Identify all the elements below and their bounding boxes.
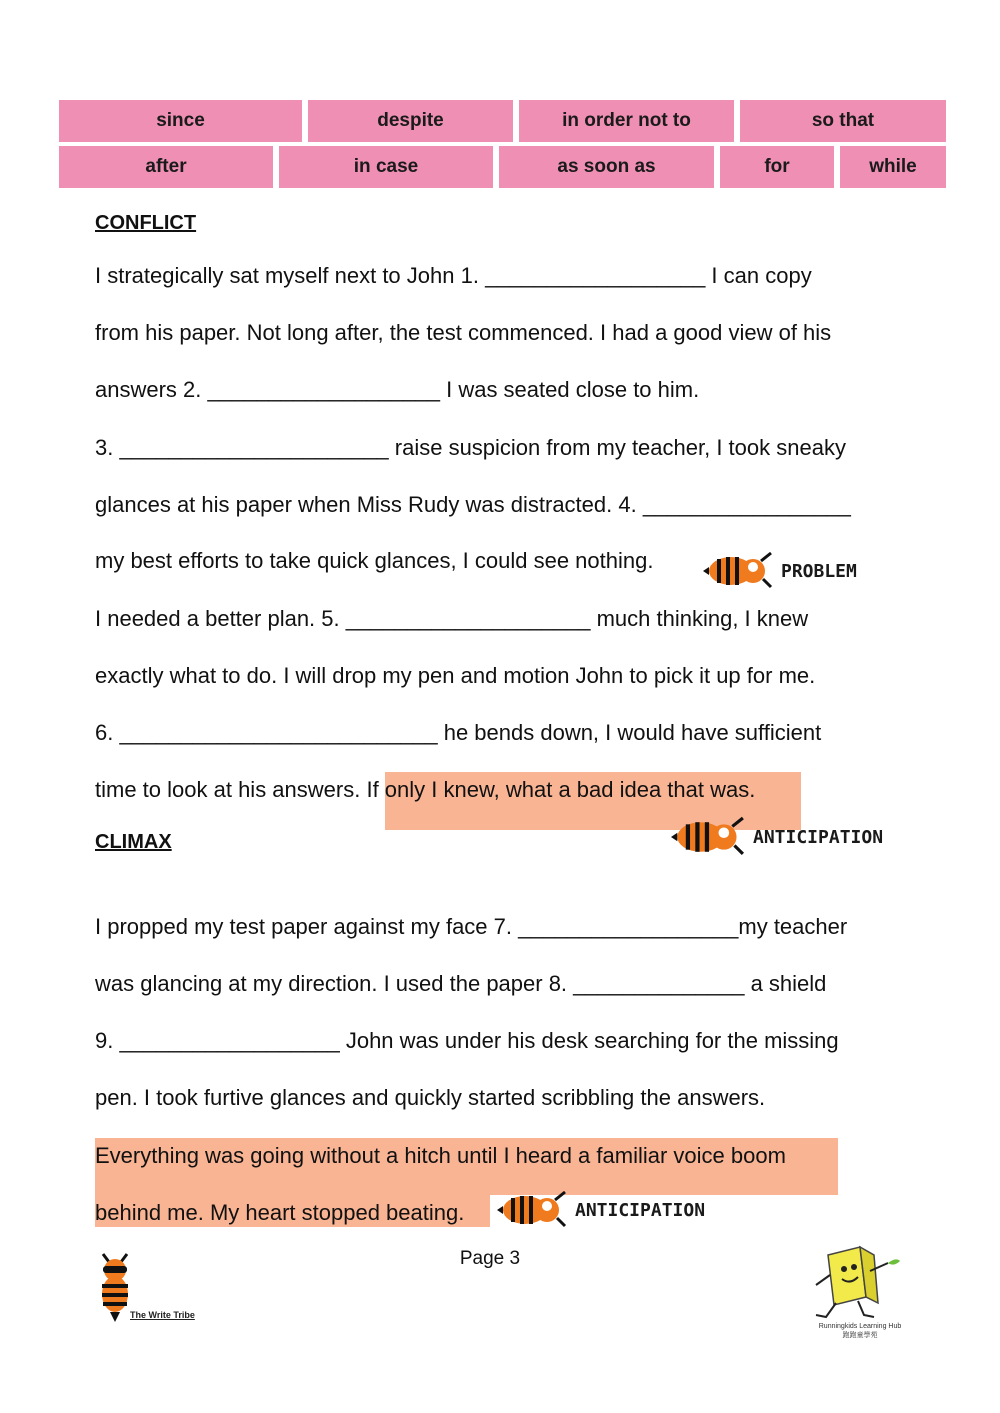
line-text: a shield xyxy=(744,971,827,996)
learning-hub-logo xyxy=(808,1245,904,1328)
answer-blank-7[interactable]: __________________ xyxy=(518,914,739,939)
line-text: answers 2. xyxy=(95,377,208,402)
bee-icon xyxy=(671,813,745,861)
line-text: 6. xyxy=(95,720,120,745)
text-line xyxy=(95,718,821,748)
text-line xyxy=(95,1083,765,1113)
running-book-icon xyxy=(808,1245,904,1323)
text-line xyxy=(95,912,847,942)
word-option: despite xyxy=(308,100,513,142)
line-text: John was under his desk searching for the missing xyxy=(339,1028,839,1053)
text-line xyxy=(95,375,699,405)
line-text: exactly what to do. I will drop my pen and motion John to pick it up for me. xyxy=(95,663,816,688)
anticipation-label: ANTICIPATION xyxy=(575,1199,706,1221)
text-line xyxy=(95,604,808,634)
climax-heading: CLIMAX xyxy=(95,831,172,853)
line-text: 9. xyxy=(95,1028,120,1053)
answer-blank-4[interactable]: _________________ xyxy=(642,492,851,517)
line-text: pen. I took furtive glances and quickly started scribbling the answers. xyxy=(95,1085,766,1110)
text-line xyxy=(95,318,831,348)
line-text: time to look at his answers. xyxy=(95,777,367,802)
answer-blank-6[interactable]: __________________________ xyxy=(119,720,438,745)
word-bank-row-1 xyxy=(59,100,946,142)
bee-mascot-icon xyxy=(95,1250,135,1324)
line-text: he bends down, I would have sufficient xyxy=(437,720,822,745)
highlighted-sentence: Everything was going without a hitch until I heard a familiar voice boom xyxy=(95,1143,786,1168)
word-option: as soon as xyxy=(499,146,714,188)
word-option: for xyxy=(720,146,834,188)
anticipation-badge-1 xyxy=(671,813,883,861)
conflict-heading: CONFLICT xyxy=(95,212,197,234)
line-text: I can copy xyxy=(705,263,812,288)
text-line xyxy=(95,490,851,520)
line-text: my teacher xyxy=(738,914,848,939)
text-line xyxy=(95,969,826,999)
line-text: much thinking, I knew xyxy=(590,606,809,631)
word-option: after xyxy=(59,146,273,188)
learning-hub-logo-text xyxy=(810,1322,910,1340)
line-text: I strategically sat myself next to John 1. xyxy=(95,263,486,288)
highlighted-sentence: If only I knew, what a bad idea that was. xyxy=(366,777,756,802)
anticipation-label: ANTICIPATION xyxy=(753,826,884,848)
word-option: so that xyxy=(740,100,946,142)
line-text: I was seated close to him. xyxy=(439,377,700,402)
word-option: since xyxy=(59,100,302,142)
line-text: from his paper. Not long after, the test commenced. I had a good view of his xyxy=(95,320,832,345)
word-option: in case xyxy=(279,146,493,188)
bee-icon xyxy=(497,1187,567,1233)
problem-badge xyxy=(703,549,857,593)
line-text: I needed a better plan. 5. xyxy=(95,606,346,631)
text-line xyxy=(95,546,653,576)
page-number: Page 3 xyxy=(459,1248,521,1269)
text-line xyxy=(95,775,755,805)
word-bank-row-2 xyxy=(59,146,946,188)
answer-blank-5[interactable]: ____________________ xyxy=(345,606,591,631)
text-line xyxy=(95,261,812,291)
line-text: my best efforts to take quick glances, I could see nothing. xyxy=(95,548,654,573)
bee-icon xyxy=(703,549,773,593)
write-tribe-logo-text: The Write Tribe xyxy=(130,1310,195,1320)
anticipation-badge-2 xyxy=(497,1187,705,1233)
text-line xyxy=(95,1026,839,1056)
learning-hub-name-chinese: 跑跑童學苑 xyxy=(842,1332,878,1339)
text-line xyxy=(95,661,815,691)
text-line xyxy=(95,433,846,463)
learning-hub-name: Runningkids Learning Hub xyxy=(818,1323,902,1330)
answer-blank-8[interactable]: ______________ xyxy=(573,971,745,996)
line-text: I propped my test paper against my face 7. xyxy=(95,914,519,939)
answer-blank-1[interactable]: __________________ xyxy=(485,263,706,288)
line-text: was glancing at my direction. I used the paper 8. xyxy=(95,971,574,996)
write-tribe-logo xyxy=(95,1250,135,1329)
highlighted-sentence: behind me. My heart stopped beating. xyxy=(95,1200,465,1225)
answer-blank-9[interactable]: __________________ xyxy=(119,1028,340,1053)
word-option: in order not to xyxy=(519,100,734,142)
answer-blank-2[interactable]: ___________________ xyxy=(207,377,440,402)
line-text: glances at his paper when Miss Rudy was distracted. 4. xyxy=(95,492,643,517)
word-option: while xyxy=(840,146,946,188)
answer-blank-3[interactable]: ______________________ xyxy=(119,435,389,460)
line-text: 3. xyxy=(95,435,120,460)
line-text: raise suspicion from my teacher, I took sneaky xyxy=(388,435,846,460)
problem-label: PROBLEM xyxy=(781,560,857,582)
